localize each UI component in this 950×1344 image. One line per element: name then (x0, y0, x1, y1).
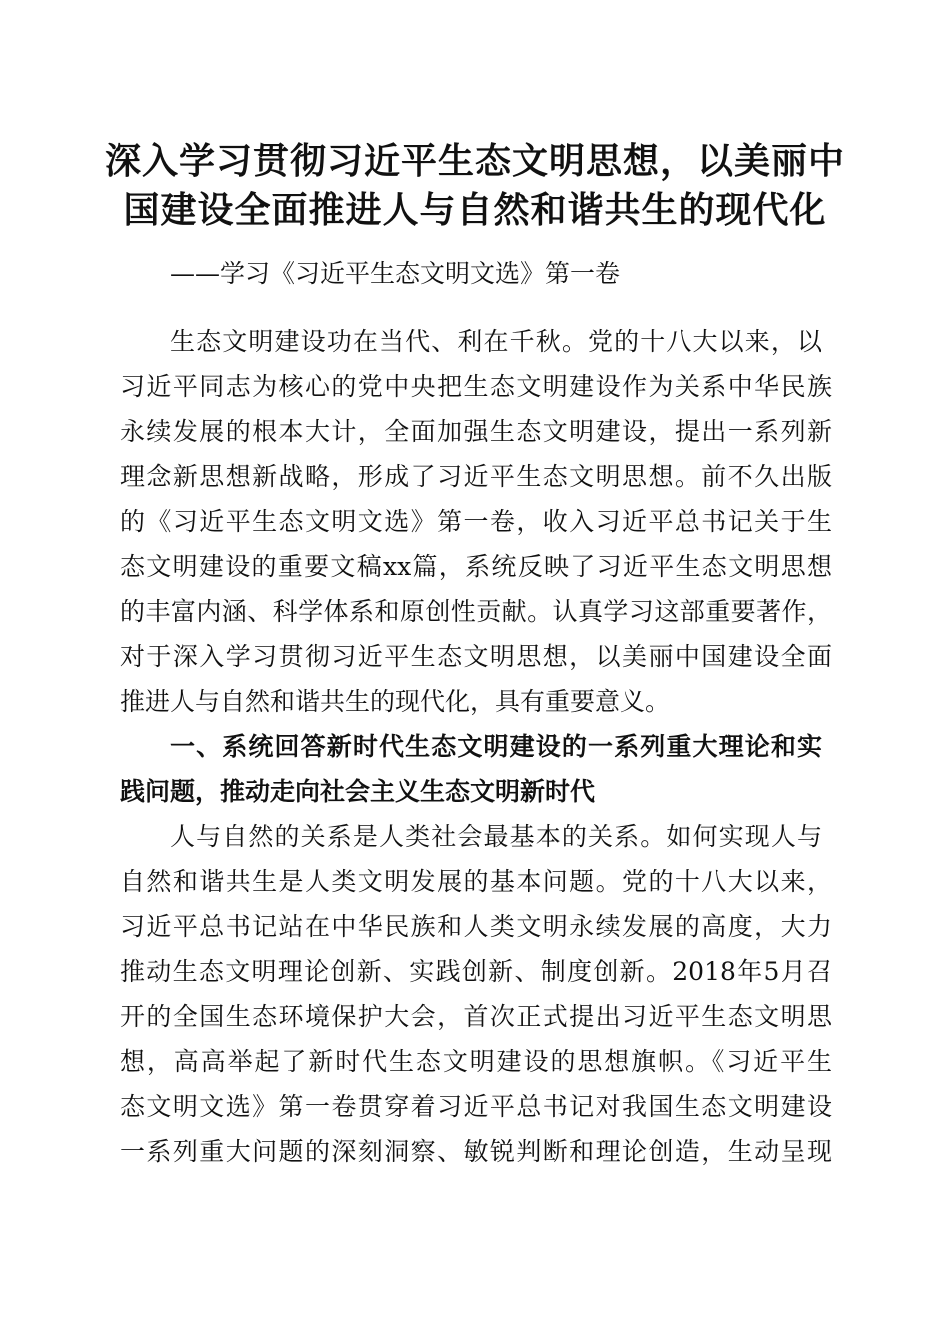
paragraph-2-line: 态文明文选》第一卷贯穿着习近平总书记对我国生态文明建设 (120, 1092, 832, 1121)
section-heading-1-line: 一、系统回答新时代生态文明建设的一系列重大理论和实 (170, 732, 822, 761)
paragraph-1-line: 理念新思想新战略，形成了习近平生态文明思想。前不久出版 (120, 462, 832, 491)
section-heading-1-line: 践问题，推动走向社会主义生态文明新时代 (120, 777, 596, 806)
paragraph-2-line: 想，高高举起了新时代生态文明建设的思想旗帜。《习近平生 (120, 1047, 832, 1076)
paragraph-2-line: 一系列重大问题的深刻洞察、敏锐判断和理论创造，生动呈现 (120, 1137, 832, 1166)
document-subtitle: ——学习《习近平生态文明文选》第一卷 (170, 259, 621, 288)
paragraph-1-line: 生态文明建设功在当代、利在千秋。党的十八大以来，以 (170, 327, 822, 356)
paragraph-2-line: 自然和谐共生是人类文明发展的基本问题。党的十八大以来， (120, 867, 832, 896)
paragraph-1-line: 对于深入学习贯彻习近平生态文明思想，以美丽中国建设全面 (120, 642, 832, 671)
paragraph-2-line: 习近平总书记站在中华民族和人类文明永续发展的高度，大力 (120, 912, 832, 941)
paragraph-1-line: 的《习近平生态文明文选》第一卷，收入习近平总书记关于生 (120, 507, 832, 536)
paragraph-1-line: 的丰富内涵、科学体系和原创性贡献。认真学习这部重要著作， (120, 597, 832, 626)
paragraph-2-line: 开的全国生态环境保护大会，首次正式提出习近平生态文明思 (120, 1002, 832, 1031)
paragraph-2-line: 人与自然的关系是人类社会最基本的关系。如何实现人与 (170, 822, 822, 851)
paragraph-1-line: 永续发展的根本大计，全面加强生态文明建设，提出一系列新 (120, 417, 832, 446)
paragraph-2-line: 推动生态文明理论创新、实践创新、制度创新。2018年5月召 (120, 957, 832, 986)
document-title-line-2: 国建设全面推进人与自然和谐共生的现代化 (123, 189, 827, 231)
paragraph-1-line: 态文明建设的重要文稿xx篇，系统反映了习近平生态文明思想 (120, 552, 832, 581)
document-title-line-1: 深入学习贯彻习近平生态文明思想，以美丽中 (104, 140, 845, 182)
paragraph-1-line: 习近平同志为核心的党中央把生态文明建设作为关系中华民族 (120, 372, 832, 401)
paragraph-1-line: 推进人与自然和谐共生的现代化，具有重要意义。 (120, 687, 671, 716)
